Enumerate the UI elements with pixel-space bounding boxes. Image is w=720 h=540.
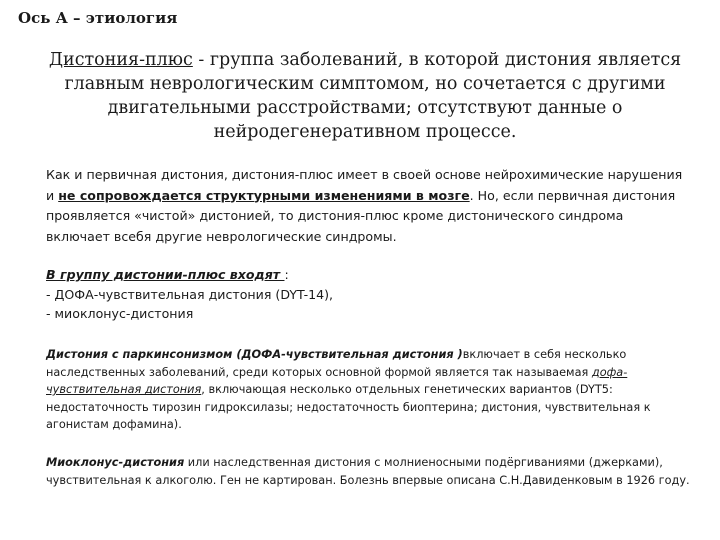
p3-term: Дистония с паркинсонизмом (ДОФА-чувствительная дистония ) <box>46 348 463 361</box>
paragraph-comparison <box>46 165 686 247</box>
dystonia-plus-group-list <box>46 265 686 324</box>
list-item: - ДОФА-чувствительная дистония (DYT-14), <box>46 286 334 302</box>
p3-text-2: , включающая несколько отдельных генетических вариантов (DYT5: недостаточность тирозин гидроксилазы; недостаточность биоптерина; дистония, чувствительная к агонистам дофамина). <box>46 383 651 432</box>
p1-text-1: Как и первичная дистония, дистония-плюс имеет в своей основе нейрохимические нарушения и <box>46 167 683 203</box>
p4-term: Миоклонус-дистония <box>46 456 185 469</box>
slide-heading: Ось А – этиология <box>18 9 178 27</box>
p1-text-2: . Но, если первичная дистония проявляется «чистой» дистонией, то дистония-плюс кроме дистонического синдрома включает всебя другие неврологические синдромы. <box>46 187 676 244</box>
paragraph-parkinsonism <box>46 346 716 434</box>
paragraph-myoclonus <box>46 454 716 489</box>
p1-emphasis: не сопровождается структурными изменениями в мозге <box>58 187 470 203</box>
lead-definition <box>40 48 690 144</box>
lead-term: Дистония-плюс <box>48 50 193 70</box>
p4-text: или наследственная дистония с молниеносными подёргиваниями (джерками), чувствительная к алкоголю. Ген не картирован. Болезнь впервые описана С.Н.Давиденковым в 1926 году. <box>46 456 690 487</box>
group-list-colon: : <box>284 267 289 282</box>
list-item: - миоклонус-дистония <box>46 306 194 321</box>
lead-text: - группа заболеваний, в которой дистония является главным неврологическим симптомом, но сочетается с другими двигательными расстройствами; отсутствуют данные о нейродегенеративном процессе. <box>64 50 682 142</box>
p3-italic-term: дофа-чувствительная дистония <box>46 365 628 397</box>
p3-text-1: включает в себя несколько наследственных заболеваний, среди которых основной формой является так называемая <box>46 348 627 379</box>
group-list-title: В группу дистонии-плюс входят <box>46 267 285 282</box>
